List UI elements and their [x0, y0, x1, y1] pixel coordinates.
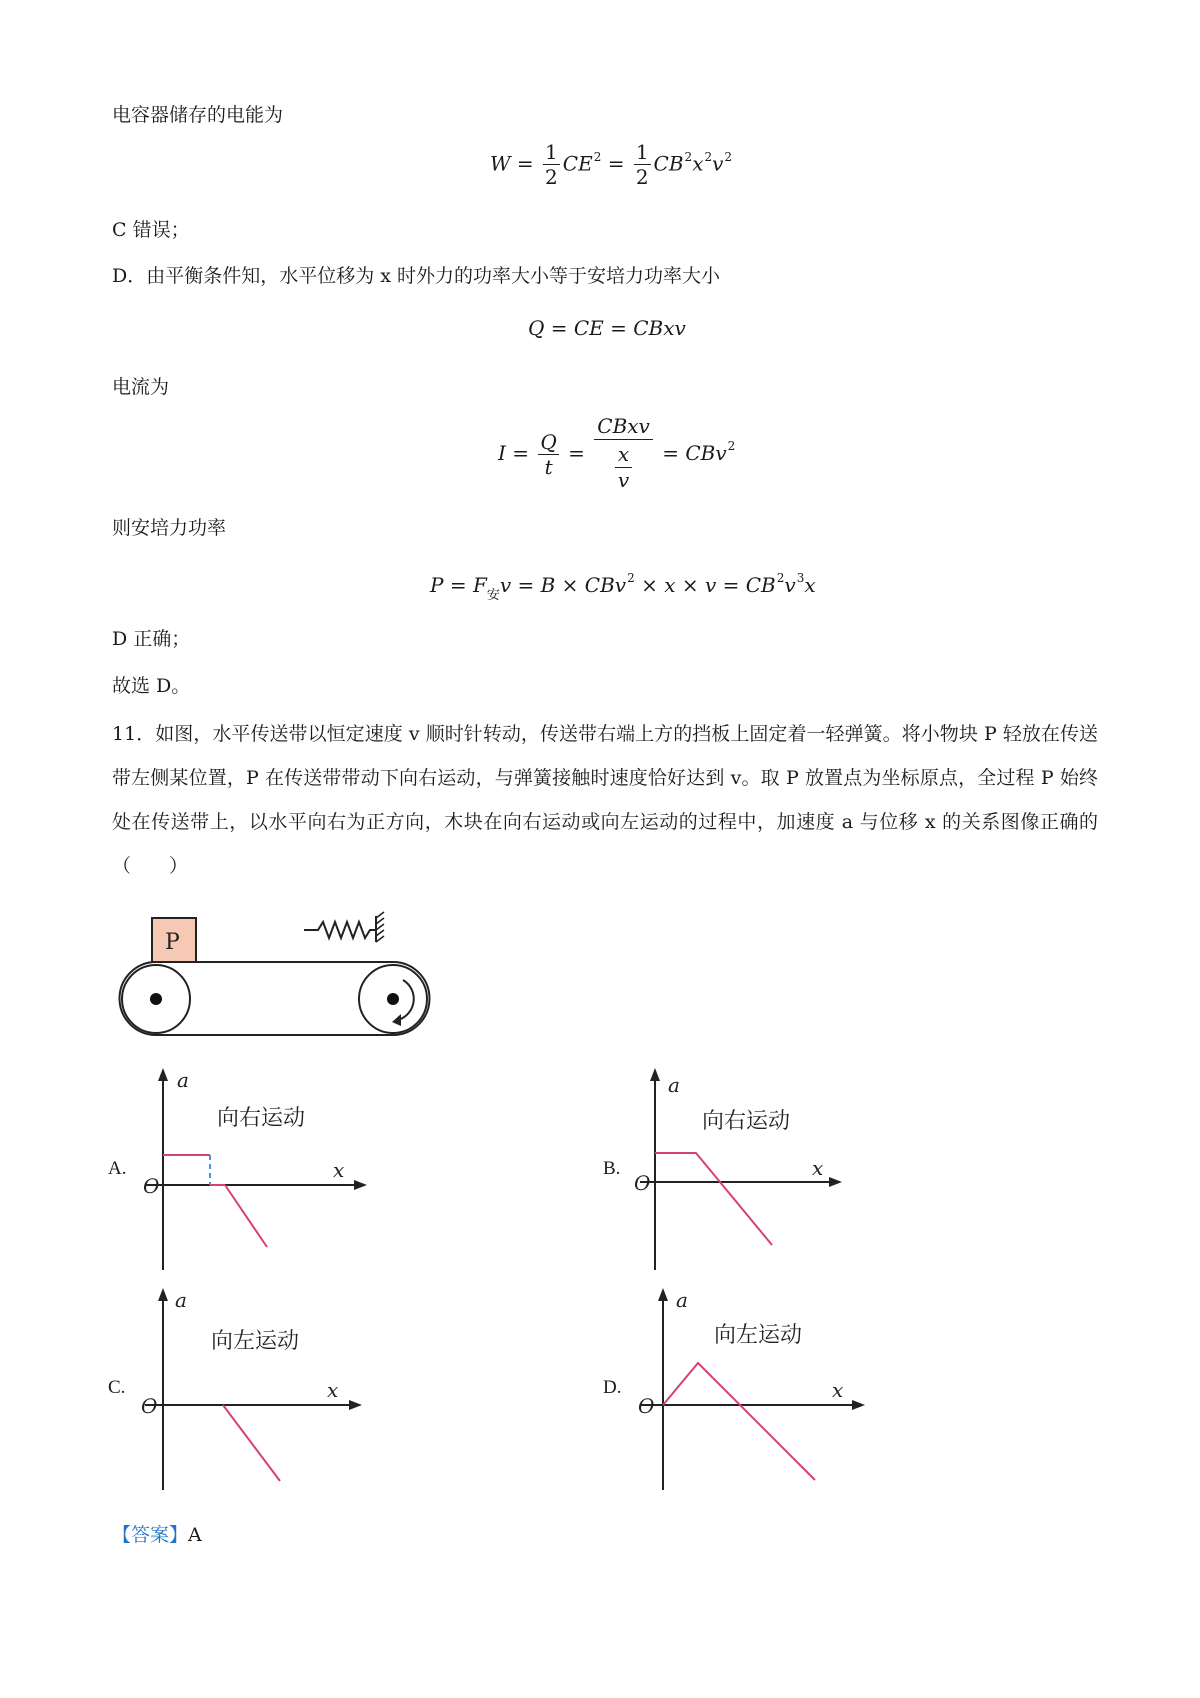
- option-b-letter: B.: [603, 1158, 621, 1179]
- question-11: 11．如图，水平传送带以恒定速度 v 顺时针转动，传送带右端上方的挡板上固定着一轻弹簧。将小物块 P 轻放在传送带左侧某位置，P 在传送带带动下向右运动，与弹簧接触时速度恰好达到 v。取 P 放置点为坐标原点，全过程 P 始终处在传送带上，以水平向右为正方向，木块在向右运动或向左运动的过程中，加速度 a 与位移 x 的关系图像正确的（ ）: [112, 723, 1098, 877]
- axis-a-label: a: [175, 1288, 187, 1312]
- curve-segment-slope: [225, 1185, 267, 1247]
- axis-x-label: x: [333, 1158, 345, 1182]
- caption: 向左运动: [211, 1329, 300, 1354]
- origin-label: O: [638, 1394, 655, 1418]
- curve: [663, 1363, 815, 1480]
- caption: 向左运动: [714, 1323, 803, 1348]
- option-d-letter: D.: [603, 1377, 622, 1398]
- origin-label: O: [141, 1394, 158, 1418]
- origin-label: O: [143, 1174, 160, 1198]
- axis-x-label: x: [812, 1156, 824, 1180]
- block-p-label: P: [165, 930, 180, 955]
- d-intro: D．由平衡条件知，水平位移为 x 时外力的功率大小等于安培力功率大小: [112, 265, 721, 287]
- option-b-graph[interactable]: [630, 1065, 870, 1275]
- axis-x-label: x: [832, 1378, 844, 1402]
- curve: [223, 1405, 280, 1481]
- axis-a-label: a: [668, 1073, 680, 1097]
- c-wrong: C 错误；: [112, 219, 190, 241]
- conveyor-figure: [108, 910, 438, 1045]
- equation-power: $P = F_安v = B \times CBv^2 \times x \times v = CB^2v^3x$: [430, 571, 816, 603]
- caption: 向右运动: [702, 1109, 791, 1134]
- d-correct: D 正确；: [112, 628, 191, 650]
- answer-value: A: [188, 1524, 202, 1546]
- caption: 向右运动: [217, 1106, 306, 1131]
- current-intro: 电流为: [112, 376, 170, 398]
- answer-tag: 【答案】: [112, 1524, 189, 1546]
- axis-a-label: a: [177, 1068, 189, 1092]
- equation-energy: W = $\frac{1}{2}$ $CE^2$ = $\frac{1}{2}$ $CB^2x^2v^2$: [490, 140, 733, 189]
- equation-charge: Q = CE = CBxv: [528, 316, 686, 340]
- origin-label: O: [634, 1171, 651, 1195]
- option-c-letter: C.: [108, 1377, 126, 1398]
- axis-a-label: a: [676, 1288, 688, 1312]
- option-a-graph[interactable]: [135, 1065, 375, 1275]
- option-c-graph[interactable]: [135, 1285, 375, 1495]
- answer-line: [112, 1524, 202, 1547]
- option-d-graph[interactable]: [630, 1285, 870, 1495]
- axis-x-label: x: [327, 1378, 339, 1402]
- power-intro: 则安培力功率: [112, 517, 227, 539]
- energy-intro: 电容器储存的电能为: [112, 104, 284, 126]
- choose-d: 故选 D。: [112, 675, 191, 697]
- spring: [304, 922, 376, 938]
- curve: [655, 1153, 772, 1245]
- equation-current: I = $\frac{Q}{t}$ = $\frac{\text{CBxv}}{\frac{x}{v}}$ = CBv$^2$: [498, 414, 736, 492]
- option-a-letter: A.: [108, 1158, 127, 1179]
